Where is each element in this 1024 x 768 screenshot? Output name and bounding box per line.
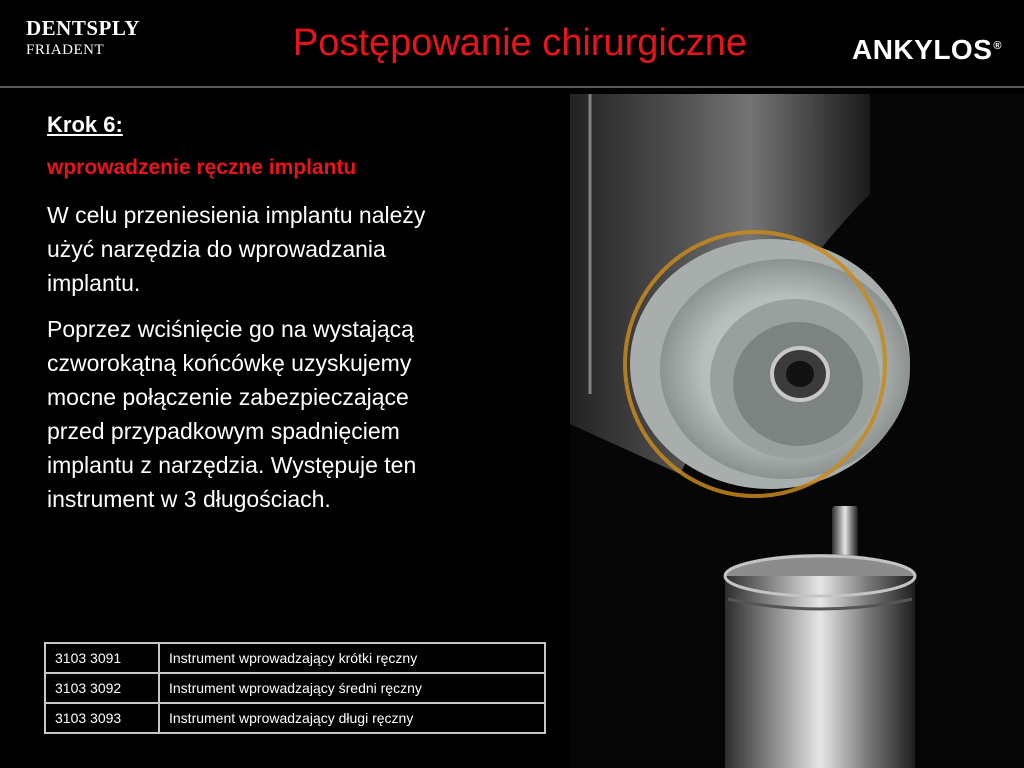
table-row — [45, 643, 545, 673]
page-title: Postępowanie chirurgiczne — [292, 22, 748, 64]
table-row — [45, 703, 545, 733]
photo-illustration — [570, 94, 1024, 768]
instrument-table — [44, 642, 546, 734]
dentsply-friadent-logo — [26, 18, 140, 58]
ankylos-logo — [852, 34, 1002, 66]
ankylos-logo-text: ANKYLOS — [851, 34, 993, 65]
paragraph-1: W celu przeniesienia implantu należy użyć narzędzia do wprowadzania implantu. — [47, 202, 426, 296]
instrument-code: 3103 3092 — [45, 673, 159, 703]
instrument-code: 3103 3091 — [45, 643, 159, 673]
logo-left-line1: DENTSPLY — [26, 16, 141, 40]
step-subtitle: wprowadzenie ręczne implantu — [47, 156, 357, 179]
paragraph-2: Poprzez wciśnięcie go na wystającą czworokątną końcówkę uzyskujemy mocne połączenie zabezpieczające przed przypadkowym spadnięciem implantu z narzędzia. Występuje ten instrument w 3 długościach. — [47, 316, 417, 512]
instrument-code: 3103 3093 — [45, 703, 159, 733]
instrument-name: Instrument wprowadzający średni ręczny — [159, 673, 545, 703]
step-heading: Krok 6: — [47, 112, 123, 137]
instrument-name: Instrument wprowadzający krótki ręczny — [159, 643, 545, 673]
logo-left-line2: FRIADENT — [26, 42, 105, 58]
implant-instrument-photo — [570, 94, 1024, 768]
text-content — [47, 112, 467, 528]
registered-mark: ® — [993, 39, 1002, 52]
header-bar — [0, 0, 1024, 88]
instrument-name: Instrument wprowadzający długi ręczny — [159, 703, 545, 733]
table-row — [45, 673, 545, 703]
